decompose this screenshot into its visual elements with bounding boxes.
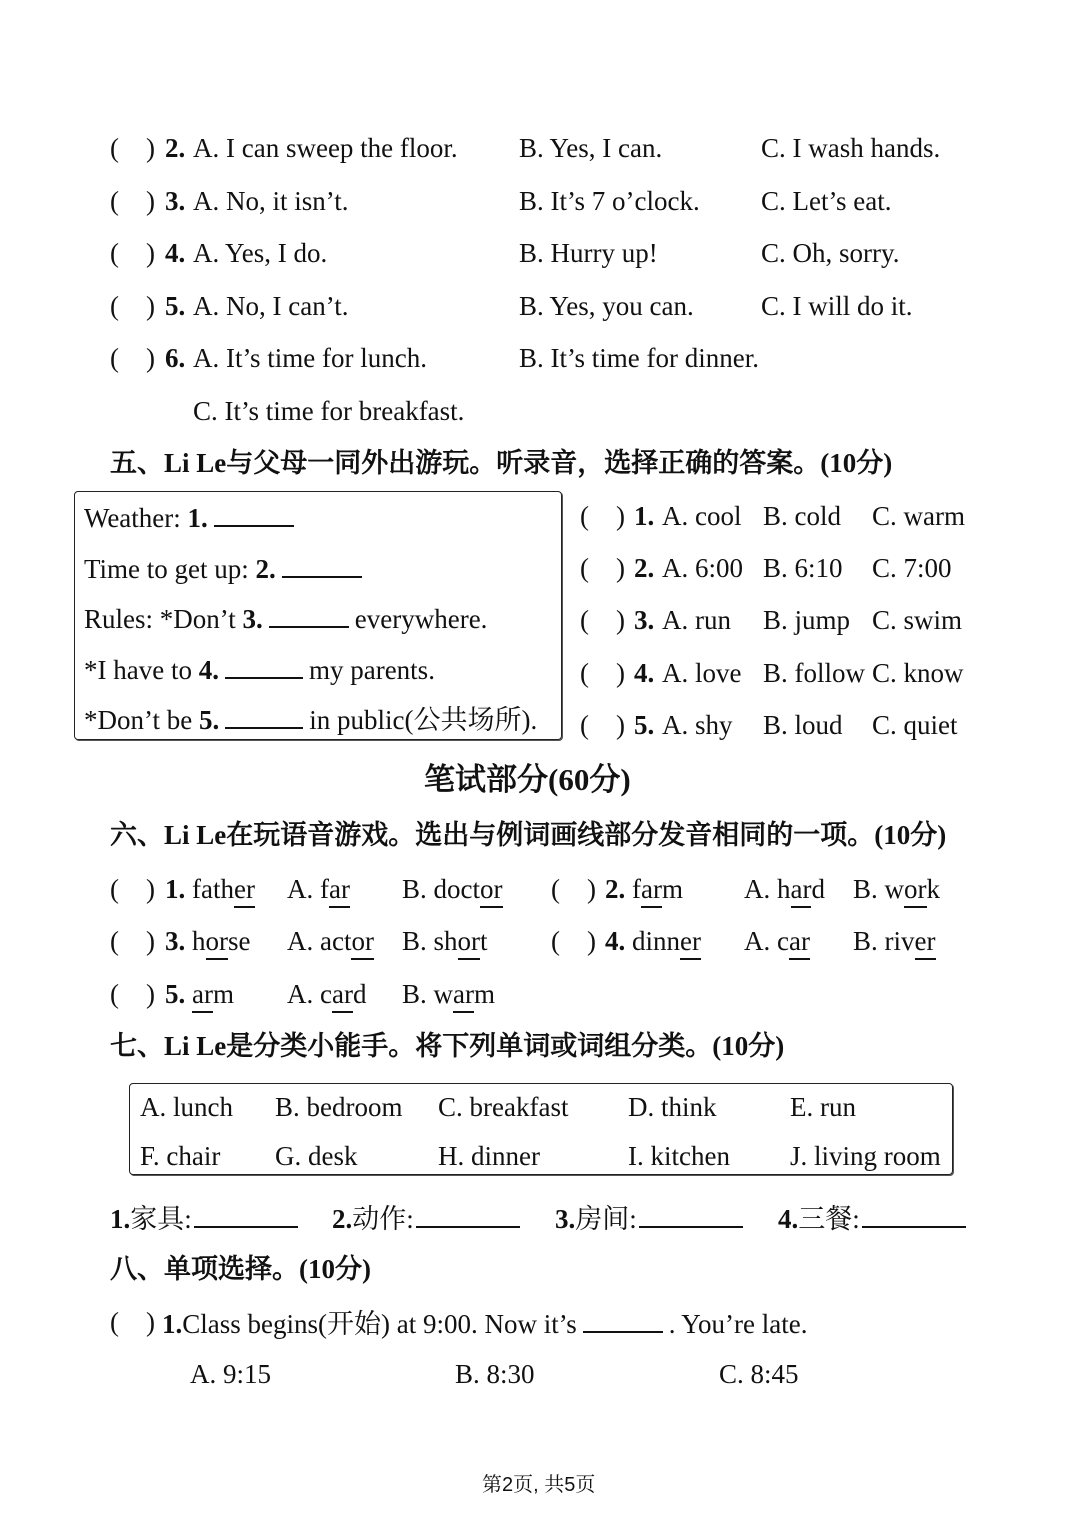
- answer-blank[interactable]: [282, 550, 362, 578]
- question-number: 6.: [165, 343, 186, 373]
- option-a: A. far: [287, 872, 350, 906]
- word-item: I. kitchen: [628, 1141, 730, 1171]
- question-number: 2.: [634, 553, 655, 583]
- category-rooms: 3.房间:: [555, 1200, 749, 1236]
- option-c: C. I wash hands.: [761, 133, 941, 163]
- answer-blank[interactable]: [225, 651, 303, 679]
- question-number: 4.: [634, 658, 655, 688]
- answer-paren[interactable]: ( ): [580, 710, 625, 740]
- option-b: B. cold: [763, 501, 841, 531]
- part6-heading: 六、Li Le在玩语音游戏。选出与例词画线部分发音相同的一项。(10分): [110, 820, 947, 850]
- option-a: A. run: [662, 605, 731, 635]
- answer-paren[interactable]: ( ): [580, 553, 625, 583]
- answer-blank[interactable]: [194, 1200, 298, 1228]
- answer-paren[interactable]: ( ): [110, 133, 155, 163]
- written-section-title: 笔试部分(60分): [424, 762, 631, 797]
- option-a: A. car: [744, 924, 810, 958]
- question-number: 4.: [165, 238, 186, 268]
- option-b: B. It’s time for dinner.: [519, 343, 759, 373]
- option-a: A. shy: [662, 710, 733, 740]
- question-number: 1.: [634, 501, 655, 531]
- answer-paren[interactable]: ( ): [110, 979, 155, 1009]
- option-c: C. know: [872, 658, 964, 688]
- word-item: J. living room: [790, 1141, 941, 1171]
- option-b: B. Hurry up!: [519, 238, 658, 268]
- option-b: B. short: [402, 924, 488, 958]
- answer-paren[interactable]: ( ): [580, 501, 625, 531]
- option-c: C. I will do it.: [761, 291, 913, 321]
- option-b: B. It’s 7 o’clock.: [519, 186, 700, 216]
- option-a: A. 6:00: [662, 553, 743, 583]
- word-item: F. chair: [140, 1141, 221, 1171]
- option-b: B. 8:30: [455, 1359, 535, 1389]
- option-b: B. work: [853, 872, 940, 906]
- word-item: D. think: [628, 1092, 717, 1122]
- option-c: C. 7:00: [872, 553, 952, 583]
- note-rule-3: *Don’t be 5. in public(公共场所).: [84, 701, 537, 737]
- option-a: A. It’s time for lunch.: [193, 343, 427, 373]
- word-item: H. dinner: [438, 1141, 540, 1171]
- question-stem: 1.Class begins(开始) at 9:00. Now it’s . You’re late.: [162, 1305, 807, 1341]
- answer-blank[interactable]: [214, 499, 294, 527]
- answer-paren[interactable]: ( ): [110, 1307, 155, 1337]
- page-number: 第2页, 共5页: [482, 1474, 596, 1496]
- option-c: C. warm: [872, 501, 965, 531]
- answer-blank[interactable]: [639, 1200, 743, 1228]
- question-number: 2.: [165, 133, 186, 163]
- option-c: C. swim: [872, 605, 963, 635]
- example-word: 2. farm: [605, 872, 683, 906]
- option-a: A. hard: [744, 872, 825, 906]
- example-word: 5. arm: [165, 977, 234, 1011]
- example-word: 3. horse: [165, 924, 251, 958]
- part7-heading: 七、Li Le是分类小能手。将下列单词或词组分类。(10分): [110, 1031, 785, 1061]
- answer-paren[interactable]: ( ): [110, 926, 155, 956]
- option-a: A. Yes, I do.: [193, 238, 328, 268]
- option-a: A. card: [287, 977, 366, 1011]
- option-b: B. Yes, you can.: [519, 291, 694, 321]
- answer-blank[interactable]: [269, 600, 349, 628]
- note-weather: Weather: 1.: [84, 499, 300, 535]
- option-a: A. cool: [662, 501, 742, 531]
- word-item: A. lunch: [140, 1092, 233, 1122]
- option-a: A. love: [662, 658, 742, 688]
- word-item: E. run: [790, 1092, 856, 1122]
- option-c: C. 8:45: [719, 1359, 799, 1389]
- answer-paren[interactable]: ( ): [110, 874, 155, 904]
- answer-paren[interactable]: ( ): [110, 291, 155, 321]
- category-furniture: 1.家具:: [110, 1200, 304, 1236]
- example-word: 1. father: [165, 872, 255, 906]
- answer-paren[interactable]: ( ): [551, 926, 596, 956]
- answer-paren[interactable]: ( ): [551, 874, 596, 904]
- question-number: 5.: [634, 710, 655, 740]
- option-b: B. jump: [763, 605, 851, 635]
- question-number: 5.: [165, 291, 186, 321]
- option-a: A. actor: [287, 924, 374, 958]
- option-b: B. doctor: [402, 872, 503, 906]
- category-actions: 2.动作:: [332, 1200, 526, 1236]
- part8-heading: 八、单项选择。(10分): [110, 1254, 371, 1284]
- answer-blank[interactable]: [862, 1200, 966, 1228]
- option-b: B. Yes, I can.: [519, 133, 663, 163]
- example-word: 4. dinner: [605, 924, 701, 958]
- part5-heading: 五、Li Le与父母一同外出游玩。听录音，选择正确的答案。(10分): [110, 448, 893, 478]
- word-item: B. bedroom: [275, 1092, 403, 1122]
- option-a: A. I can sweep the floor.: [193, 133, 458, 163]
- answer-paren[interactable]: ( ): [580, 658, 625, 688]
- question-number: 3.: [634, 605, 655, 635]
- option-c: C. quiet: [872, 710, 958, 740]
- option-b: B. river: [853, 924, 936, 958]
- option-b: B. 6:10: [763, 553, 843, 583]
- category-meals: 4.三餐:: [778, 1200, 972, 1236]
- option-a: A. 9:15: [190, 1359, 271, 1389]
- answer-paren[interactable]: ( ): [110, 186, 155, 216]
- note-rule-2: *I have to 4. my parents.: [84, 651, 435, 687]
- option-a: A. No, I can’t.: [193, 291, 349, 321]
- option-a: A. No, it isn’t.: [193, 186, 349, 216]
- option-b: B. warm: [402, 977, 495, 1011]
- answer-blank[interactable]: [583, 1305, 663, 1333]
- word-item: G. desk: [275, 1141, 358, 1171]
- word-item: C. breakfast: [438, 1092, 569, 1122]
- option-b: B. loud: [763, 710, 843, 740]
- answer-paren[interactable]: ( ): [110, 343, 155, 373]
- answer-blank[interactable]: [225, 701, 303, 729]
- option-c: C. It’s time for breakfast.: [193, 396, 465, 426]
- answer-paren[interactable]: ( ): [580, 605, 625, 635]
- answer-blank[interactable]: [416, 1200, 520, 1228]
- question-number: 3.: [165, 186, 186, 216]
- answer-paren[interactable]: ( ): [110, 238, 155, 268]
- note-rule-1: Rules: *Don’t 3. everywhere.: [84, 600, 487, 636]
- option-c: C. Oh, sorry.: [761, 238, 900, 268]
- option-b: B. follow: [763, 658, 866, 688]
- note-time: Time to get up: 2.: [84, 550, 368, 586]
- option-c: C. Let’s eat.: [761, 186, 892, 216]
